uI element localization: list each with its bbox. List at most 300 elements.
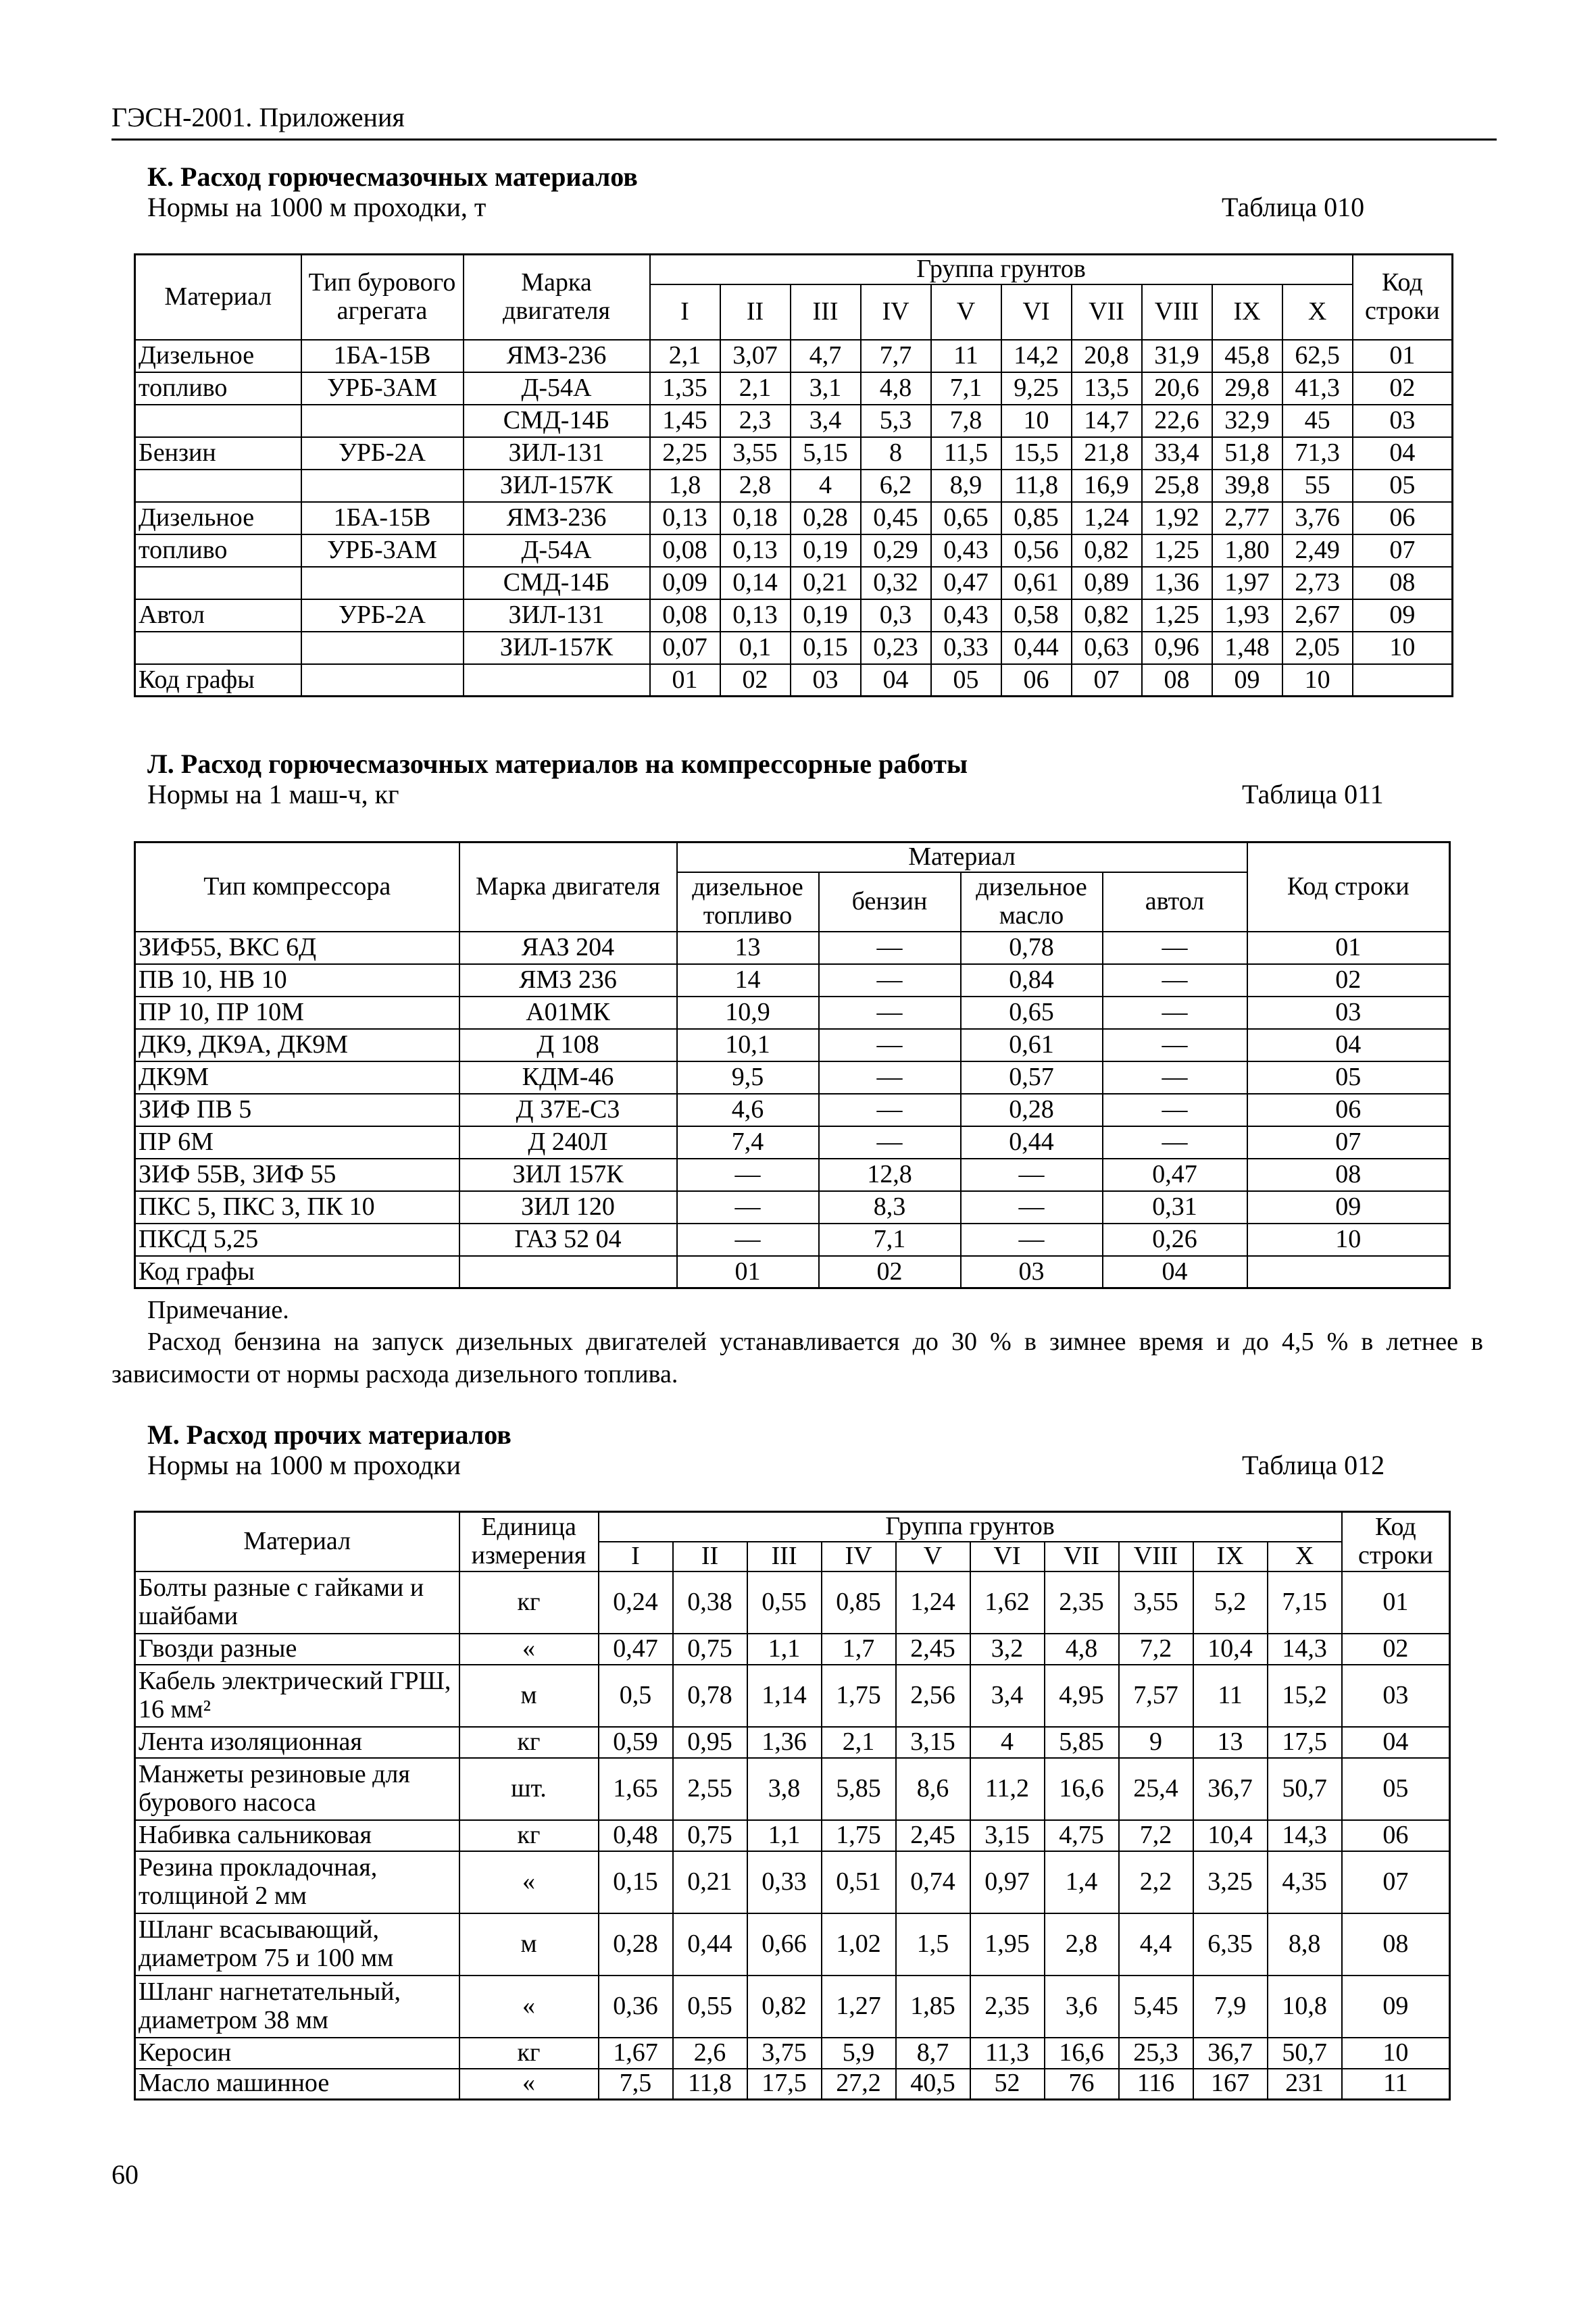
header-material-3: дизельное масло bbox=[961, 872, 1103, 932]
cell-value: 39,8 bbox=[1212, 470, 1282, 502]
table-row bbox=[135, 1851, 1450, 1913]
cell-material: Кабель электрический ГРШ, 16 мм² bbox=[135, 1665, 459, 1727]
cell-value: 3,2 bbox=[970, 1634, 1045, 1665]
cell-value: 0,59 bbox=[599, 1727, 673, 1758]
table-row bbox=[135, 502, 1453, 534]
cell-row-code: 05 bbox=[1342, 1758, 1450, 1820]
cell-value: 0,07 bbox=[650, 632, 720, 664]
table-row bbox=[135, 1976, 1450, 2038]
cell-engine: А01МК bbox=[459, 997, 677, 1029]
footer-code: 07 bbox=[1072, 664, 1142, 697]
table-row bbox=[135, 534, 1453, 567]
cell-value: 50,7 bbox=[1268, 1758, 1342, 1820]
cell-value: 0,78 bbox=[961, 932, 1103, 964]
cell-rig-type bbox=[301, 632, 464, 664]
cell-value: 5,85 bbox=[822, 1758, 896, 1820]
header-group-2: II bbox=[720, 284, 791, 340]
cell-value: 0,44 bbox=[1001, 632, 1072, 664]
section-m-title: М. Расход прочих материалов bbox=[147, 1419, 512, 1450]
cell-value: 2,3 bbox=[720, 405, 791, 437]
cell-value: 29,8 bbox=[1212, 372, 1282, 405]
cell-value: 0,13 bbox=[650, 502, 720, 534]
cell-value: 0,74 bbox=[896, 1851, 970, 1913]
cell-value: — bbox=[819, 1126, 961, 1159]
cell-value: 11,3 bbox=[970, 2038, 1045, 2069]
cell-value: 3,55 bbox=[720, 437, 791, 470]
cell-row-code: 09 bbox=[1247, 1191, 1450, 1224]
cell-row-code: 04 bbox=[1247, 1029, 1450, 1061]
cell-engine: ЗИЛ-157К bbox=[464, 470, 650, 502]
cell-value: 20,6 bbox=[1142, 372, 1212, 405]
cell-value: 15,2 bbox=[1268, 1665, 1342, 1727]
cell-row-code: 06 bbox=[1247, 1094, 1450, 1126]
cell-value: 62,5 bbox=[1282, 340, 1353, 372]
cell-value: 15,5 bbox=[1001, 437, 1072, 470]
header-rule bbox=[111, 139, 1497, 141]
cell-compressor-type: ДК9М bbox=[135, 1061, 459, 1094]
cell-value: 1,8 bbox=[650, 470, 720, 502]
cell-compressor-type: ЗИФ ПВ 5 bbox=[135, 1094, 459, 1126]
cell-value: 5,9 bbox=[822, 2038, 896, 2069]
cell-material: Керосин bbox=[135, 2038, 459, 2069]
cell-value: 13 bbox=[677, 932, 819, 964]
cell-value: 1,5 bbox=[896, 1913, 970, 1976]
cell-material: Масло машинное bbox=[135, 2069, 459, 2100]
cell-value: 8,9 bbox=[931, 470, 1001, 502]
cell-value: 7,57 bbox=[1119, 1665, 1193, 1727]
cell-value: 2,8 bbox=[720, 470, 791, 502]
cell-material: топливо bbox=[135, 534, 301, 567]
cell-value: 0,51 bbox=[822, 1851, 896, 1913]
table-row bbox=[135, 1913, 1450, 1976]
cell-compressor-type: ПР 6М bbox=[135, 1126, 459, 1159]
cell-value: 0,56 bbox=[1001, 534, 1072, 567]
cell-value: 17,5 bbox=[747, 2069, 822, 2100]
cell-value: 0,38 bbox=[673, 1571, 747, 1634]
cell-row-code: 10 bbox=[1353, 632, 1453, 664]
cell-row-code: 01 bbox=[1342, 1571, 1450, 1634]
table-row bbox=[135, 2038, 1450, 2069]
table-header-row bbox=[135, 842, 1450, 872]
cell-value: 0,85 bbox=[822, 1571, 896, 1634]
cell-compressor-type: ЗИФ55, ВКС 6Д bbox=[135, 932, 459, 964]
cell-value: 0,14 bbox=[720, 567, 791, 599]
cell-value: 8,7 bbox=[896, 2038, 970, 2069]
cell-value: 7,9 bbox=[1193, 1976, 1268, 2038]
cell-engine: ЯМЗ-236 bbox=[464, 340, 650, 372]
cell-value: 3,07 bbox=[720, 340, 791, 372]
table-row bbox=[135, 1665, 1450, 1727]
cell-value: 0,82 bbox=[1072, 534, 1142, 567]
cell-value: — bbox=[1103, 1061, 1247, 1094]
cell-value: 11,2 bbox=[970, 1758, 1045, 1820]
cell-value: 0,78 bbox=[673, 1665, 747, 1727]
cell-value: 0,43 bbox=[931, 534, 1001, 567]
cell-value: 7,15 bbox=[1268, 1571, 1342, 1634]
header-row-code: Код строки bbox=[1342, 1512, 1450, 1571]
cell-value: 1,75 bbox=[822, 1820, 896, 1851]
cell-engine: Д 240Л bbox=[459, 1126, 677, 1159]
footer-code: 01 bbox=[677, 1256, 819, 1288]
cell-rig-type: УРБ-2А bbox=[301, 437, 464, 470]
header-material: Материал bbox=[677, 842, 1247, 872]
cell-row-code: 02 bbox=[1247, 964, 1450, 997]
cell-material bbox=[135, 405, 301, 437]
cell-value: 0,44 bbox=[673, 1913, 747, 1976]
cell-value: 0,43 bbox=[931, 599, 1001, 632]
cell-value: — bbox=[819, 1029, 961, 1061]
cell-value: — bbox=[961, 1159, 1103, 1191]
header-rig-type: Тип бурового агрегата bbox=[301, 255, 464, 340]
cell-engine: ЗИЛ 120 bbox=[459, 1191, 677, 1224]
header-group-8: VIII bbox=[1119, 1542, 1193, 1571]
cell-value: 4,8 bbox=[861, 372, 931, 405]
table-header-row bbox=[135, 1512, 1450, 1542]
cell-value: 7,2 bbox=[1119, 1820, 1193, 1851]
cell-row-code: 04 bbox=[1342, 1727, 1450, 1758]
cell-value: 13 bbox=[1193, 1727, 1268, 1758]
cell-material: Шланг нагнетательный, диаметром 38 мм bbox=[135, 1976, 459, 2038]
cell-unit: « bbox=[459, 2069, 599, 2100]
cell-value: 2,56 bbox=[896, 1665, 970, 1727]
cell-value: 7,1 bbox=[819, 1224, 961, 1256]
cell-row-code: 05 bbox=[1247, 1061, 1450, 1094]
table-row bbox=[135, 1571, 1450, 1634]
note-title: Примечание. bbox=[147, 1296, 289, 1324]
cell-row-code: 06 bbox=[1342, 1820, 1450, 1851]
cell-value: 1,14 bbox=[747, 1665, 822, 1727]
cell-material: Дизельное bbox=[135, 340, 301, 372]
cell-value: 71,3 bbox=[1282, 437, 1353, 470]
footer-code: 03 bbox=[961, 1256, 1103, 1288]
cell-value: 21,8 bbox=[1072, 437, 1142, 470]
cell-value: 0,15 bbox=[599, 1851, 673, 1913]
cell-engine: Д-54А bbox=[464, 534, 650, 567]
header-group-6: VI bbox=[970, 1542, 1045, 1571]
cell-value: 5,3 bbox=[861, 405, 931, 437]
header-row-code: Код строки bbox=[1353, 255, 1453, 340]
cell-value: 7,8 bbox=[931, 405, 1001, 437]
cell-value: 3,75 bbox=[747, 2038, 822, 2069]
cell-value: 14,3 bbox=[1268, 1820, 1342, 1851]
table-row bbox=[135, 470, 1453, 502]
cell-value: 0,82 bbox=[747, 1976, 822, 2038]
cell-value: 1,67 bbox=[599, 2038, 673, 2069]
cell-value: 3,4 bbox=[970, 1665, 1045, 1727]
cell-value: 4,7 bbox=[791, 340, 861, 372]
cell-material: топливо bbox=[135, 372, 301, 405]
cell-value: 0,28 bbox=[599, 1913, 673, 1976]
cell-value: — bbox=[1103, 964, 1247, 997]
cell-value: 14,3 bbox=[1268, 1634, 1342, 1665]
header-material-1: дизельное топливо bbox=[677, 872, 819, 932]
cell-value: 1,85 bbox=[896, 1976, 970, 2038]
cell-value: 2,25 bbox=[650, 437, 720, 470]
cell-row-code: 05 bbox=[1353, 470, 1453, 502]
section-k-title: К. Расход горючесмазочных материалов bbox=[147, 161, 638, 192]
cell-value: 0,44 bbox=[961, 1126, 1103, 1159]
cell-value: 0,3 bbox=[861, 599, 931, 632]
cell-rig-type bbox=[301, 567, 464, 599]
cell-value: 1,95 bbox=[970, 1913, 1045, 1976]
header-material: Материал bbox=[135, 1512, 459, 1571]
table-row bbox=[135, 1029, 1450, 1061]
cell-material: Лента изоляционная bbox=[135, 1727, 459, 1758]
table-row bbox=[135, 1727, 1450, 1758]
cell-value: 0,5 bbox=[599, 1665, 673, 1727]
cell-value: 1,1 bbox=[747, 1634, 822, 1665]
cell-value: 0,55 bbox=[747, 1571, 822, 1634]
cell-value: 0,19 bbox=[791, 534, 861, 567]
cell-value: 0,28 bbox=[961, 1094, 1103, 1126]
header-group-1: I bbox=[599, 1542, 673, 1571]
cell-engine: Д-54А bbox=[464, 372, 650, 405]
cell-value: 2,05 bbox=[1282, 632, 1353, 664]
cell-value: 1,24 bbox=[1072, 502, 1142, 534]
cell-value: 20,8 bbox=[1072, 340, 1142, 372]
cell-value: 2,35 bbox=[1045, 1571, 1119, 1634]
cell-value: 0,21 bbox=[791, 567, 861, 599]
cell-value: 8,8 bbox=[1268, 1913, 1342, 1976]
cell-unit: кг bbox=[459, 1571, 599, 1634]
footer-code: 01 bbox=[650, 664, 720, 697]
cell-value: 5,2 bbox=[1193, 1571, 1268, 1634]
cell-value: 11,8 bbox=[1001, 470, 1072, 502]
cell-value: — bbox=[677, 1159, 819, 1191]
cell-value: 22,6 bbox=[1142, 405, 1212, 437]
header-material-4: автол bbox=[1103, 872, 1247, 932]
cell-value: 231 bbox=[1268, 2069, 1342, 2100]
cell-value: 2,1 bbox=[650, 340, 720, 372]
cell-value: — bbox=[1103, 1126, 1247, 1159]
cell-material bbox=[135, 632, 301, 664]
cell-value: 0,66 bbox=[747, 1913, 822, 1976]
cell-value: 0,58 bbox=[1001, 599, 1072, 632]
table-row bbox=[135, 1820, 1450, 1851]
cell-row-code: 09 bbox=[1342, 1976, 1450, 2038]
cell-value: 32,9 bbox=[1212, 405, 1282, 437]
cell-value: 2,77 bbox=[1212, 502, 1282, 534]
header-row-code: Код строки bbox=[1247, 842, 1450, 932]
cell-value: 0,82 bbox=[1072, 599, 1142, 632]
cell-value: 1,80 bbox=[1212, 534, 1282, 567]
cell-row-code: 02 bbox=[1342, 1634, 1450, 1665]
cell-engine: ЯАЗ 204 bbox=[459, 932, 677, 964]
cell-value: 3,15 bbox=[896, 1727, 970, 1758]
cell-value: 0,24 bbox=[599, 1571, 673, 1634]
cell-value: 3,25 bbox=[1193, 1851, 1268, 1913]
cell-value: 36,7 bbox=[1193, 1758, 1268, 1820]
cell-value: 4,75 bbox=[1045, 1820, 1119, 1851]
cell-value: 12,8 bbox=[819, 1159, 961, 1191]
header-group-4: IV bbox=[861, 284, 931, 340]
header-group-1: I bbox=[650, 284, 720, 340]
cell-value: 4,4 bbox=[1119, 1913, 1193, 1976]
table-row bbox=[135, 1634, 1450, 1665]
cell-value: 55 bbox=[1282, 470, 1353, 502]
header-engine: Марка двигателя bbox=[459, 842, 677, 932]
cell-value: 1,36 bbox=[747, 1727, 822, 1758]
header-group-3: III bbox=[747, 1542, 822, 1571]
footer-code: 04 bbox=[861, 664, 931, 697]
cell-value: 2,49 bbox=[1282, 534, 1353, 567]
footer-empty bbox=[1353, 664, 1453, 697]
footer-empty bbox=[1247, 1256, 1450, 1288]
cell-value: 10,4 bbox=[1193, 1820, 1268, 1851]
cell-value: 4 bbox=[791, 470, 861, 502]
cell-value: 11 bbox=[931, 340, 1001, 372]
cell-value: 0,19 bbox=[791, 599, 861, 632]
cell-value: 0,65 bbox=[961, 997, 1103, 1029]
cell-engine: Д 108 bbox=[459, 1029, 677, 1061]
cell-value: 27,2 bbox=[822, 2069, 896, 2100]
table-row bbox=[135, 1191, 1450, 1224]
cell-value: 167 bbox=[1193, 2069, 1268, 2100]
cell-rig-type: 1БА-15В bbox=[301, 502, 464, 534]
footer-code: 06 bbox=[1001, 664, 1072, 697]
cell-value: 1,25 bbox=[1142, 599, 1212, 632]
cell-value: 51,8 bbox=[1212, 437, 1282, 470]
cell-engine: КДМ-46 bbox=[459, 1061, 677, 1094]
cell-value: 4,95 bbox=[1045, 1665, 1119, 1727]
table-row bbox=[135, 405, 1453, 437]
cell-value: 8,6 bbox=[896, 1758, 970, 1820]
page-number: 60 bbox=[111, 2159, 139, 2190]
cell-value: 7,2 bbox=[1119, 1634, 1193, 1665]
cell-value: — bbox=[961, 1224, 1103, 1256]
cell-value: 45,8 bbox=[1212, 340, 1282, 372]
cell-value: 17,5 bbox=[1268, 1727, 1342, 1758]
cell-value: — bbox=[677, 1191, 819, 1224]
cell-value: 1,02 bbox=[822, 1913, 896, 1976]
table-row bbox=[135, 1224, 1450, 1256]
cell-compressor-type: ПВ 10, НВ 10 bbox=[135, 964, 459, 997]
cell-engine: СМД-14Б bbox=[464, 567, 650, 599]
cell-value: — bbox=[819, 964, 961, 997]
table-row bbox=[135, 1758, 1450, 1820]
cell-material: Дизельное bbox=[135, 502, 301, 534]
cell-row-code: 07 bbox=[1353, 534, 1453, 567]
header-group-5: V bbox=[896, 1542, 970, 1571]
cell-row-code: 01 bbox=[1247, 932, 1450, 964]
cell-value: 1,65 bbox=[599, 1758, 673, 1820]
table-row bbox=[135, 632, 1453, 664]
table-row bbox=[135, 1061, 1450, 1094]
cell-value: 116 bbox=[1119, 2069, 1193, 2100]
cell-value: 0,95 bbox=[673, 1727, 747, 1758]
cell-unit: « bbox=[459, 1851, 599, 1913]
cell-value: 0,48 bbox=[599, 1820, 673, 1851]
cell-engine: ЗИЛ-131 bbox=[464, 437, 650, 470]
cell-value: 2,55 bbox=[673, 1758, 747, 1820]
cell-value: 0,75 bbox=[673, 1820, 747, 1851]
cell-engine: ГАЗ 52 04 bbox=[459, 1224, 677, 1256]
cell-engine: Д 37Е-С3 bbox=[459, 1094, 677, 1126]
cell-value: 6,35 bbox=[1193, 1913, 1268, 1976]
header-group-5: V bbox=[931, 284, 1001, 340]
cell-value: 9,25 bbox=[1001, 372, 1072, 405]
header-material: Материал bbox=[135, 255, 301, 340]
table-row bbox=[135, 599, 1453, 632]
header-group-9: IX bbox=[1212, 284, 1282, 340]
cell-value: 36,7 bbox=[1193, 2038, 1268, 2069]
section-l-title: Л. Расход горючесмазочных материалов на компрессорные работы bbox=[147, 749, 968, 779]
cell-row-code: 07 bbox=[1342, 1851, 1450, 1913]
header-group-8: VIII bbox=[1142, 284, 1212, 340]
cell-value: 0,89 bbox=[1072, 567, 1142, 599]
cell-value: 33,4 bbox=[1142, 437, 1212, 470]
table-row bbox=[135, 964, 1450, 997]
cell-value: 14,2 bbox=[1001, 340, 1072, 372]
cell-value: 0,47 bbox=[599, 1634, 673, 1665]
header-group-7: VII bbox=[1072, 284, 1142, 340]
cell-value: 0,85 bbox=[1001, 502, 1072, 534]
cell-row-code: 09 bbox=[1353, 599, 1453, 632]
cell-row-code: 03 bbox=[1247, 997, 1450, 1029]
cell-value: — bbox=[1103, 1094, 1247, 1126]
header-compressor-type: Тип компрессора bbox=[135, 842, 459, 932]
cell-material: Автол bbox=[135, 599, 301, 632]
cell-value: 0,26 bbox=[1103, 1224, 1247, 1256]
cell-value: 7,1 bbox=[931, 372, 1001, 405]
section-k-subtitle: Нормы на 1000 м проходки, т bbox=[147, 192, 487, 222]
cell-compressor-type: ПР 10, ПР 10М bbox=[135, 997, 459, 1029]
table-row bbox=[135, 932, 1450, 964]
cell-value: — bbox=[677, 1224, 819, 1256]
cell-rig-type: УРБ-3АМ bbox=[301, 534, 464, 567]
table-header-row bbox=[135, 255, 1453, 284]
cell-row-code: 11 bbox=[1342, 2069, 1450, 2100]
cell-value: 0,31 bbox=[1103, 1191, 1247, 1224]
cell-value: 3,76 bbox=[1282, 502, 1353, 534]
cell-value: — bbox=[819, 1061, 961, 1094]
cell-value: 4,6 bbox=[677, 1094, 819, 1126]
cell-rig-type: УРБ-3АМ bbox=[301, 372, 464, 405]
cell-value: 0,61 bbox=[1001, 567, 1072, 599]
cell-row-code: 03 bbox=[1353, 405, 1453, 437]
cell-material: Гвозди разные bbox=[135, 1634, 459, 1665]
cell-value: 16,6 bbox=[1045, 1758, 1119, 1820]
header-group-10: X bbox=[1268, 1542, 1342, 1571]
cell-material: Резина прокладочная, толщиной 2 мм bbox=[135, 1851, 459, 1913]
cell-engine: ЯМЗ 236 bbox=[459, 964, 677, 997]
cell-value: 2,45 bbox=[896, 1634, 970, 1665]
table-row bbox=[135, 1126, 1450, 1159]
header-soil-group: Группа грунтов bbox=[650, 255, 1353, 284]
cell-value: 7,5 bbox=[599, 2069, 673, 2100]
cell-row-code: 02 bbox=[1353, 372, 1453, 405]
cell-value: 0,23 bbox=[861, 632, 931, 664]
cell-value: 1,36 bbox=[1142, 567, 1212, 599]
cell-rig-type bbox=[301, 405, 464, 437]
footer-label: Код графы bbox=[135, 1256, 459, 1288]
cell-row-code: 01 bbox=[1353, 340, 1453, 372]
cell-value: 76 bbox=[1045, 2069, 1119, 2100]
cell-unit: м bbox=[459, 1913, 599, 1976]
header-group-10: X bbox=[1282, 284, 1353, 340]
cell-value: 25,3 bbox=[1119, 2038, 1193, 2069]
footer-empty bbox=[301, 664, 464, 697]
cell-row-code: 06 bbox=[1353, 502, 1453, 534]
cell-value: — bbox=[819, 997, 961, 1029]
cell-value: 0,33 bbox=[931, 632, 1001, 664]
cell-row-code: 08 bbox=[1353, 567, 1453, 599]
cell-value: 0,21 bbox=[673, 1851, 747, 1913]
cell-unit: кг bbox=[459, 1820, 599, 1851]
header-group-2: II bbox=[673, 1542, 747, 1571]
section-k-table-label: Таблица 010 bbox=[1222, 192, 1365, 222]
cell-value: 10,8 bbox=[1268, 1976, 1342, 2038]
